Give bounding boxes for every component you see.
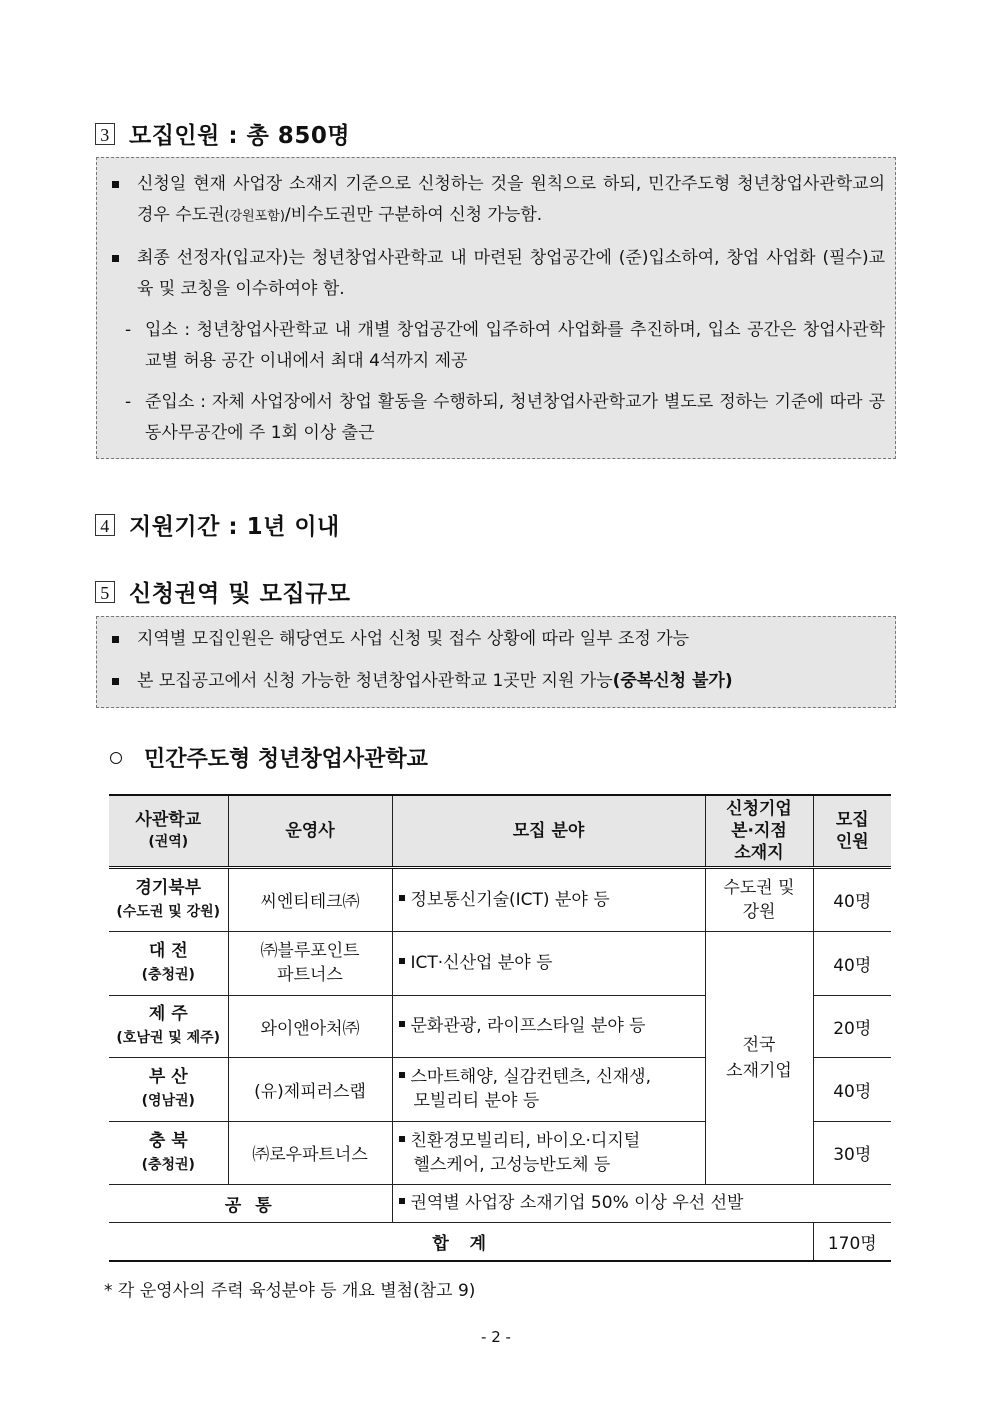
bullet-item <box>97 624 895 655</box>
field-cell: 정보통신기술(ICT) 분야 등 <box>392 867 705 931</box>
square-bullet-icon <box>399 1136 405 1142</box>
location-cell: 수도권 및 강원 <box>705 867 813 931</box>
section-number-box: 5 <box>95 581 115 603</box>
count-cell: 30명 <box>813 1121 891 1184</box>
bullet-text-end: /비수도권만 구분하여 신청 가능함. <box>284 205 543 225</box>
header-count: 모집 인원 <box>813 795 891 867</box>
operator-cell: 씨엔티테크㈜ <box>228 867 392 931</box>
operator-cell: ㈜로우파트너스 <box>228 1121 392 1184</box>
square-bullet-icon <box>399 1198 405 1204</box>
circle-bullet-icon <box>110 752 122 764</box>
count-cell: 40명 <box>813 931 891 995</box>
count-cell: 20명 <box>813 995 891 1057</box>
dash-text: 입소 : 청년창업사관학교 내 개별 창업공간에 입주하여 사업화를 추진하며, 입소 공간은 창업사관학교별 허용 공간 이내에서 최대 4석까지 제공 <box>145 320 885 371</box>
bullet-text: 지역별 모집인원은 해당연도 사업 신청 및 접수 상황에 따라 일부 조정 가능 <box>137 629 690 649</box>
operator-cell: ㈜블루포인트 파트너스 <box>228 931 392 995</box>
operator-cell: (유)제피러스랩 <box>228 1057 392 1121</box>
table-row <box>109 931 891 995</box>
section-5-heading <box>95 575 350 608</box>
bullet-small-text: (강원포함) <box>224 209 285 224</box>
header-field: 모집 분야 <box>392 795 705 867</box>
school-cell: 대 전 (충청권) <box>109 931 228 995</box>
table-header-row <box>109 795 891 867</box>
recruitment-table <box>109 794 891 1262</box>
dash-mark: - <box>125 320 132 340</box>
section-title: 신청권역 및 모집규모 <box>129 581 351 607</box>
dash-item <box>97 315 895 377</box>
square-bullet-icon <box>112 181 119 188</box>
header-operator: 운영사 <box>228 795 392 867</box>
total-label: 합 계 <box>109 1222 813 1261</box>
total-row <box>109 1222 891 1261</box>
school-cell: 충 북 (충청권) <box>109 1121 228 1184</box>
section-4-heading <box>95 508 340 541</box>
square-bullet-icon <box>399 1072 405 1078</box>
bullet-item <box>97 666 895 697</box>
section-title: 지원기간 : 1년 이내 <box>129 514 340 540</box>
school-cell: 제 주 (호남권 및 제주) <box>109 995 228 1057</box>
field-cell: 친환경모빌리티, 바이오·디지털 헬스케어, 고성능반도체 등 <box>392 1121 705 1184</box>
dash-item <box>97 387 895 449</box>
bullet-text: 신청일 현재 사업장 소재지 기준으로 신청하는 것을 원칙으로 하되, 민간주도형 청년창업사관학교의 경우 수도권 <box>137 174 885 225</box>
common-label: 공 통 <box>109 1184 392 1222</box>
section-number-box: 3 <box>95 123 115 145</box>
bullet-text: 최종 선정자(입교자)는 청년창업사관학교 내 마련된 창업공간에 (준)입소하여, 창업 사업화 (필수)교육 및 코칭을 이수하여야 함. <box>137 248 885 299</box>
square-bullet-icon <box>399 895 405 901</box>
square-bullet-icon <box>112 636 119 643</box>
header-location: 신청기업 본·지점 소재지 <box>705 795 813 867</box>
common-text-cell: 권역별 사업장 소재기업 50% 이상 우선 선발 <box>392 1184 891 1222</box>
section-5-box <box>96 616 896 708</box>
field-cell: 스마트해양, 실감컨텐츠, 신재생, 모빌리티 분야 등 <box>392 1057 705 1121</box>
dash-text: 준입소 : 자체 사업장에서 창업 활동을 수행하되, 청년창업사관학교가 별도로 정하는 기준에 따라 공동사무공간에 주 1회 이상 출근 <box>145 392 885 443</box>
square-bullet-icon <box>399 958 405 964</box>
common-row <box>109 1184 891 1222</box>
bullet-item <box>97 243 895 305</box>
square-bullet-icon <box>112 678 119 685</box>
field-cell: ICT·신산업 분야 등 <box>392 931 705 995</box>
section-number-box: 4 <box>95 514 115 536</box>
school-cell: 경기북부 (수도권 및 강원) <box>109 867 228 931</box>
table-row <box>109 867 891 931</box>
square-bullet-icon <box>399 1021 405 1027</box>
school-cell: 부 산 (영남권) <box>109 1057 228 1121</box>
count-cell: 40명 <box>813 867 891 931</box>
square-bullet-icon <box>112 255 119 262</box>
header-school: 사관학교 (권역) <box>109 795 228 867</box>
footnote: * 각 운영사의 주력 육성분야 등 개요 별첨(참고 9) <box>104 1281 476 1301</box>
subsection-heading <box>110 742 428 773</box>
location-cell-merged: 전국 소재기업 <box>705 931 813 1184</box>
section-3-heading <box>95 117 350 150</box>
total-value: 170명 <box>813 1222 891 1261</box>
bullet-item <box>97 169 895 232</box>
operator-cell: 와이앤아처㈜ <box>228 995 392 1057</box>
page-number: - 2 - <box>481 1328 511 1346</box>
subsection-title: 민간주도형 청년창업사관학교 <box>144 746 428 772</box>
dash-mark: - <box>125 392 132 412</box>
bullet-bold-text: (중복신청 불가) <box>612 671 733 691</box>
section-title: 모집인원 : 총 850명 <box>129 123 351 149</box>
count-cell: 40명 <box>813 1057 891 1121</box>
section-3-box <box>96 157 896 459</box>
bullet-text: 본 모집공고에서 신청 가능한 청년창업사관학교 1곳만 지원 가능 <box>137 671 613 691</box>
field-cell: 문화관광, 라이프스타일 분야 등 <box>392 995 705 1057</box>
